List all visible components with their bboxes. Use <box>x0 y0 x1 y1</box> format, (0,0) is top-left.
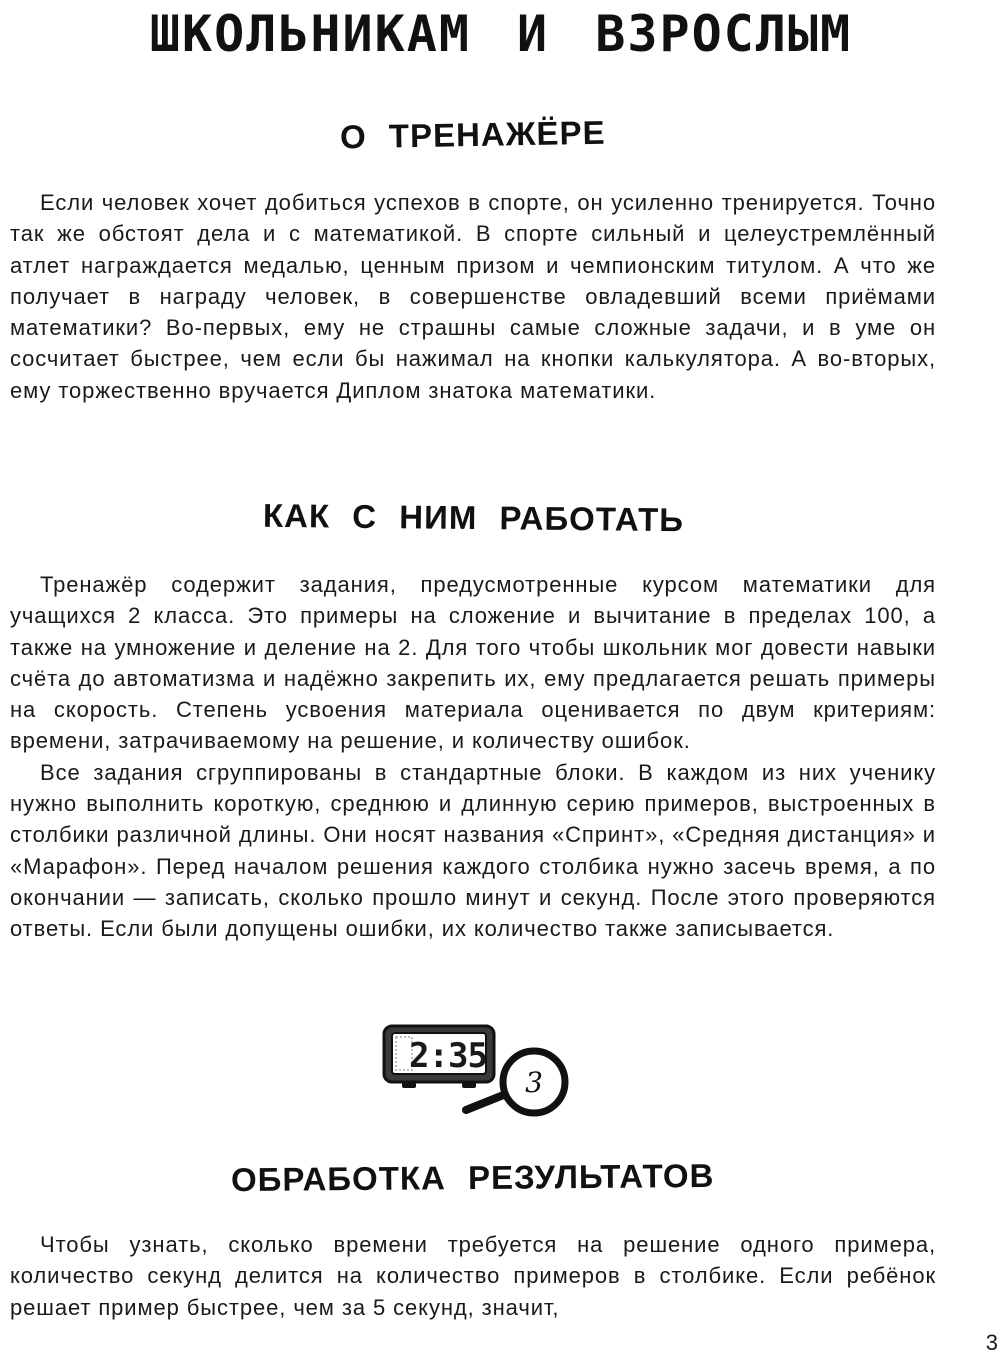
magnifier-number: 3 <box>525 1066 543 1099</box>
page-number: 3 <box>985 1330 998 1355</box>
paragraph: Все задания сгруппированы в стандартные блоки. В каждом из них ученику нужно выполнить короткую, среднюю и длинную серию примеров, выстроенных в столбики различной длины. Они носят названия «Спринт», «Средняя дистанция» и «Марафон». Перед началом решения каждого столбика нужно засечь время, а по окончании — записать, сколько прошло минут и секунд. После этого проверяются ответы. Если были допущены ошибки, их количество также записывается. <box>10 759 936 942</box>
section-title-how-to-text: КАК С НИМ РАБОТАТЬ <box>262 496 684 539</box>
section-title-results-text: ОБРАБОТКА РЕЗУЛЬТАТОВ <box>231 1156 715 1199</box>
section-title-about <box>0 112 946 158</box>
section-title-about-text: О ТРЕНАЖЁРЕ <box>339 113 607 156</box>
section-title-how-to <box>0 495 946 541</box>
section-how-to-body <box>10 569 936 945</box>
page-title: ШКОЛЬНИКАМ И ВЗРОСЛЫМ <box>149 5 853 63</box>
paragraph: Тренажёр содержит задания, предусмотренные курсом математики для учащихся 2 класса. Это примеры на сложение и вычитание в пределах 100, а также на умножение и деление на 2. Для того чтобы школьник мог довести навыки счёта до автоматизма и надёжно закрепить их, ему предлагается решать примеры на скорость. Степень усвоения материала оценивается по двум критериям: времени, затрачиваемому на решение, и количеству ошибок. <box>10 572 936 754</box>
digital-clock-icon <box>384 1026 494 1088</box>
clock-digits: 2:35 <box>409 1036 487 1076</box>
section-about-body <box>10 187 936 406</box>
section-title-results <box>0 1155 946 1201</box>
paragraph: Чтобы узнать, сколько времени требуется на решение одного примера, количество секунд делится на количество примеров в столбике. Если ребёнок решает пример быстрее, чем за 5 секунд, значит, <box>10 1232 936 1320</box>
paragraph: Если человек хочет добиться успехов в спорте, он усиленно тренируется. Точно так же обстоят дела и с математикой. В спорте сильный и целеустремлённый атлет награждается медалью, ценным призом и чемпионским титулом. А что же получает в награду человек, в совершенстве овладевший всеми приёмами математики? Во-первых, ему не страшны самые сложные задачи, и в уме он сосчитает быстрее, чем если бы нажимал на кнопки калькулятора. А во-вторых, ему торжественно вручается Диплом знатока математики. <box>10 190 936 403</box>
clock-magnifier-illustration <box>380 1022 570 1122</box>
section-results-body <box>10 1229 936 1323</box>
